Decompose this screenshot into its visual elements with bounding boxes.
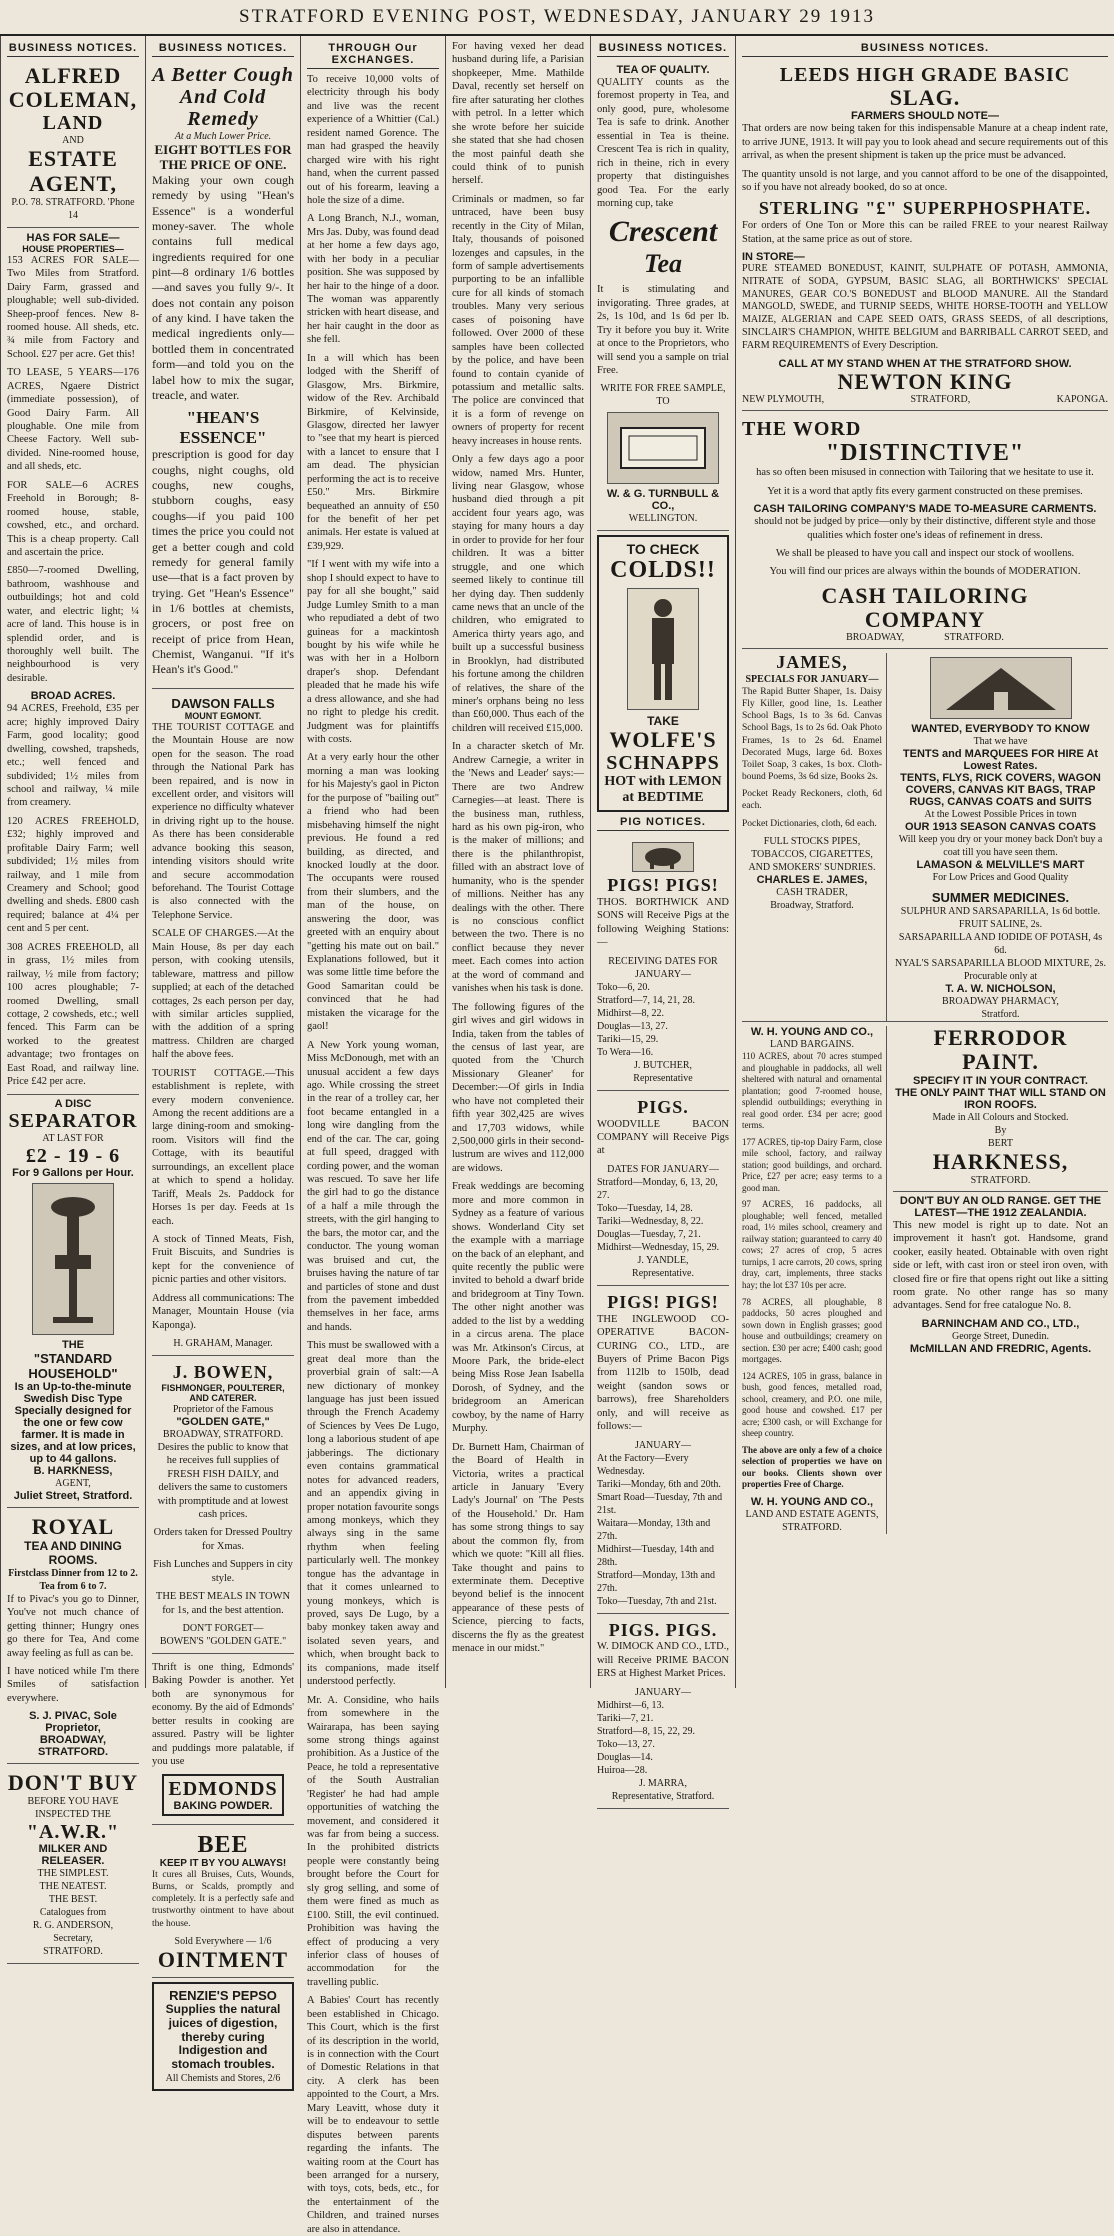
date-row: Douglas—13, 27.: [597, 1020, 668, 1032]
crescent-tea-logo: [597, 215, 729, 279]
subheading: HOUSE PROPERTIES—: [22, 243, 124, 254]
ad-body: Orders taken for Dressed Poultry for Xmas.: [153, 1527, 293, 1552]
ad-line: AT LAST FOR: [42, 1132, 104, 1144]
ad-line: Broadway, Stratford.: [770, 899, 854, 911]
ad-line: "HEAN'S ESSENCE": [179, 408, 267, 447]
ad-line: FERRODOR: [933, 1025, 1068, 1051]
section-heading: BUSINESS NOTICES.: [597, 42, 729, 57]
news-item: To receive 10,000 volts of electricity through his body and live was the recent experience of a Whittier (Cal.) resident named Gorence. The man had grasped the heavily charged wire with his right hand, when the current passed out of his forearm, leaving a hole the size of a dime.: [307, 74, 439, 206]
ad-signature: Representative, Stratford.: [611, 1790, 715, 1802]
ad-line: STERLING "£" SUPERPHOSPHATE.: [758, 198, 1092, 219]
listing: 153 ACRES FOR SALE—Two Miles from Stratford. Dairy Farm, grassed and ploughable; well sub-divided. Sheep-proof fences. New 8-roomed house. All sheds, etc. ¾ mile from Factory and School. £27 per acre. Get this!: [7, 254, 139, 360]
date-row: Tariki—15, 29.: [597, 1033, 659, 1045]
date-row: Douglas—Tuesday, 7, 21.: [597, 1228, 701, 1240]
date-row: Stratford—Monday, 13th and 27th.: [597, 1569, 715, 1594]
ad-body: has so often been misused in connection with Tailoring that we hesitate to use it.: [756, 467, 1094, 479]
ad-line: FRUIT SALINE, 2s.: [958, 919, 1043, 931]
news-item: Only a few days ago a poor widow, named Mrs. Hunter, living near Glasgow, whose husband died through a pit accident four years ago, was staying for many hours a day in order to provide for her four children. It was a bitter struggle, and one which seemed likely to continue till her dying day. Then suddenly came news that an uncle of the children, who emigrated to America thirty years ago, and built up a successful business in Brooklyn, had distributed his fortune among the children of relatives, the share of the miner's orphans being no less than £60,000. Thus each of the children will received £15,000.: [452, 454, 584, 734]
news-item: Dr. Burnett Ham, Chairman of the Board of Health in Victoria, writes a practical article in January 'Every Lady's Journal' on 'The Pests of the Household.' Dr. Ham has some strong things to say about the common fly, from which we quote: "Kill all flies. Take thought and pains to exterminate them. Deceptive beyond belief is the innocent appearance of these pests of Science, piercing to facts, discerns the fly as the greatest menace in our midst.": [452, 1441, 584, 1655]
ad-line: EDMONDS: [168, 1777, 278, 1800]
ad-signature: H. GRAHAM, Manager.: [173, 1338, 273, 1349]
tea-packet-icon: [613, 418, 713, 478]
ad-signature: Representative: [633, 1072, 693, 1084]
ad-line: at BEDTIME: [622, 790, 704, 806]
date-row: Huiroa—28.: [597, 1764, 648, 1776]
ad-line: At a Much Lower Price.: [174, 131, 272, 142]
date-row: Waitara—Monday, 13th and 27th.: [597, 1517, 711, 1542]
listing: 120 ACRES FREEHOLD, £32; highly improved and profitable Dairy Farm; well subdivided; 1½ miles from railway, and 1 mile from Creamery and School; good dwelling and sheds. £800 cash required; balance at 4¼ per cent and 5 per cent.: [7, 815, 139, 935]
ad-line: Procurable only at: [963, 971, 1038, 983]
ad-body: W. DIMOCK AND CO., LTD., will Receive PRIME BACON ERS at Highest Market Prices.: [597, 1641, 729, 1680]
ad-body: The Rapid Butter Shaper, 1s. Daisy Fly Killer, good line, 1s. Leather School Bags, 1s to 3s 6d. Canvas School Bags, 1s to 2s 6d. Oak Photo Frames, 1s to 2s 6d. Enamel Decorated Mugs, large 6d. Boxes Toilet Soap, 3 cakes, 1s box. Cloth-bound Poems, 3s 6d size, Books 2s.: [742, 687, 882, 783]
ad-line: HARKNESS,: [932, 1148, 1069, 1174]
news-item: "If I went with my wife into a shop I should expect to have to pay for all she bought," said Judge Lumley Smith to a man who repudiated a debt of two guineas for a mackintosh bought by his wife while he was with her in a Holborn draper's shop. Defendant pleaded that he made his wife a dress allowance, and she had no right to pledge his credit. Judgment was for plaintiffs with costs.: [307, 559, 439, 745]
ad-body: This new model is right up to date. Not an improvement it hasn't got. Handsome, grand cooker, easily heated. Obtainable with oven right side or left, with cast iron or steel iron oven, with closed fire or fire that opens right out like a sitting room grate. No other range has so many advantages. Send for free catalogue No. 8.: [893, 1219, 1108, 1312]
ad-line: LAND AND ESTATE AGENTS,: [745, 1508, 879, 1520]
ad-line: By: [994, 1124, 1007, 1136]
ad-line: PIGS.: [637, 1096, 689, 1117]
ad-body: Address all communications: The Manager, Mountain House (via Kaponga).: [152, 1292, 294, 1331]
news-items: [307, 73, 439, 2236]
ad-body: Yet it is a word that aptly fits every garment constructed on these premises.: [767, 485, 1083, 497]
date-row: Tariki—Wednesday, 8, 22.: [597, 1215, 704, 1227]
ad-signature: J. MARRA,: [638, 1777, 688, 1789]
ad-line: George Street, Dunedin.: [951, 1330, 1049, 1342]
ad-line: "A.W.R.": [26, 1821, 120, 1844]
column-4: [445, 36, 590, 1688]
wolfes-schnapps-ad: [597, 535, 729, 812]
date-row: Midhirst—8, 22.: [597, 1007, 664, 1019]
ad-line: S. J. PIVAC, Sole Proprietor,: [29, 1710, 117, 1735]
ad-line: For Low Prices and Good Quality: [932, 872, 1069, 884]
ad-line: W. H. YOUNG AND CO.,: [750, 1026, 874, 1039]
date-row: Midhirst—6, 13.: [597, 1699, 664, 1711]
ad-line: JANUARY—: [634, 1439, 692, 1451]
alfred-coleman-ad: [7, 61, 139, 228]
ad-signature: J. YANDLE,: [637, 1254, 689, 1266]
dimock-pigs-ad: [597, 1618, 729, 1809]
ad-line: FISHMONGER, POULTERER, AND CATERER.: [161, 1382, 285, 1403]
date-row: Toko—6, 20.: [597, 981, 650, 993]
ad-line: BARNINCHAM AND CO., LTD.,: [921, 1317, 1080, 1330]
news-item: A Babies' Court has recently been established in Chicago. This Court, which is the first of its description in the world, is in connection with the Court of Domestic Relations in that city. A clerk has been appointed to the Court, a Mrs. Mary Leavitt, whose duty it will be to endeavour to settle disputes between parents regarding the infants. The waiting room at the Court has been arranged for a nursery, with toys, cots, beds, etc., for the entertainment of the Children, and trained nurses are also in attendance.: [307, 1995, 439, 2235]
ad-body: For orders of One Ton or More this can be railed FREE to your nearest Railway Station, at the same price as out of store.: [742, 220, 1108, 245]
edmonds-ad: [152, 1658, 294, 1825]
ad-line: "GOLDEN GATE,": [176, 1415, 270, 1428]
ad-line: MILKER AND RELEASER.: [38, 1843, 108, 1868]
ad-line: CASH TAILORING: [821, 582, 1029, 608]
date-row: Tariki—Monday, 6th and 20th.: [597, 1478, 721, 1490]
ad-line: WOLFE'S: [609, 726, 717, 752]
ad-line: STRATFORD.: [782, 1521, 842, 1533]
ad-line: HOUSEHOLD": [28, 1365, 118, 1381]
ad-body: The quantity unsold is not large, and you cannot afford to be one of the disappointed, so if you have not already booked, do so at once.: [742, 168, 1108, 193]
ad-body: Is an Up-to-the-minute Swedish Disc Type Specially designed for the one or few cow farmer. It is made in sizes, and at low prices, up to 44 gallons.: [10, 1380, 136, 1465]
ad-line: FULL STOCKS PIPES, TOBACCOS, CIGARETTES, AND SMOKERS' SUNDRIES.: [748, 835, 876, 873]
news-item: Freak weddings are becoming more and more common in Sydney as a feature of various shows. Wonderland City set the example with a marriage on the back of an elephant, and quite recently the public were invited to behold a dwarf bride and bridegroom at Tiny Town. The other night another was added to the list by a wedding in a circus arena. The place was Mr. Atkinson's Circus, at Moore Park, the bride-elect being Miss Rose Jean Isabella Dorosh, of Sydney, and the bridegroom an American cowboy, by the name of Harry Murphy.: [452, 1181, 584, 1435]
news-item: In a will which has been lodged with the Sheriff of Glasgow, Mrs. Birkmire, widow of the Rev. Archibald Birkmire, of Kelvinside, Glasgow, directed her lawyer to "see that my heart is pierced with a lancet to ensure that I am dead. The physician performing the act is to receive £50." Mrs. Birkmire bequeathed an annuity of £50 for the benefit of her pet animals. Her estate is valued at £39,929.: [307, 352, 439, 552]
location: KAPONGA.: [1056, 393, 1108, 405]
tent-illustration: [930, 657, 1072, 719]
tea-packet-illustration: [607, 412, 719, 484]
ad-body: should not be judged by price—only by their distinctive, different style and those qualities which foster one's ideas of refinement in dress.: [754, 516, 1096, 541]
ad-signature: J. BUTCHER,: [633, 1059, 693, 1071]
ad-line: Made in All Colours and Stocked.: [932, 1111, 1069, 1123]
ad-line: THE BEST.: [48, 1894, 98, 1906]
masthead: STRATFORD EVENING POST, WEDNESDAY, JANUARY 29 1913: [0, 0, 1114, 36]
ad-line: BROADWAY, STRATFORD.: [37, 1734, 109, 1759]
ad-line: Stratford.: [981, 1009, 1020, 1021]
ad-line: PIGS! PIGS!: [607, 875, 719, 896]
ad-line: TEA OF QUALITY.: [616, 64, 710, 76]
ad-body: PURE STEAMED BONEDUST, KAINIT, SULPHATE OF POTASH, AMMONIA, NITRATE of SODA, GYPSUM, BASIC SLAG, all BORTHWICKS' SPECIAL MANURES, GEAR CO.'S BONEDUST and BLOOD MANURE. All the Standard MANGOLD, SWEDE, and TURNIP SEEDS, WHITE HORSE-TOOTH and YELLOW MAIZE, ALGERIAN and CAPE SEED OATS, GRASS SEEDS, of all descriptions, SINCLAIR'S CHAMPION, WHITE BELGIUM and BARRIBALL CARROT SEED, and FARM REQUIREMENTS of Every Description.: [742, 263, 1108, 351]
ad-body: That orders are now being taken for this indispensable Manure at a cheap indent rate, to arrive JUNE, 1913. It will pay you to look ahead and secure requirements out of this arrival, as when the present shipment is taken up the price must be advanced.: [742, 123, 1108, 162]
ad-line: Sold Everywhere — 1/6: [174, 1935, 272, 1947]
news-item: At a very early hour the other morning a man was looking for his Majesty's gaol in Picton for the purpose of "bailing out" a friend who had been misbehaving himself the night previous. He found a red building, as directed, and knocked loudly at the door. The occupants were roused from their slumbers, and the man of the house, on answering the door, was greeted with an enquiry about "getting his mate out on bail." Explanations followed, but it was some little time before the Good Samaritan could be convinced that he had mistaken the vicarage for the gaol!: [307, 752, 439, 1033]
ad-line: WANTED, EVERYBODY TO KNOW: [911, 723, 1090, 736]
ad-line: COLEMAN,: [8, 87, 138, 113]
ad-line: LAND: [42, 112, 104, 135]
ad-line: IN STORE—: [742, 251, 805, 264]
ad-line: MOUNT EGMONT.: [184, 710, 262, 721]
ad-body: THE TOURIST COTTAGE and the Mountain House are now open for the season. The road through the National Park has been repaired, and is now in excellent order, and visitors will experience no difficulty whatever in driving right up to the house. As there has been considerable advance booking this season, intending visitors should write and secure accommodation beforehand. The Tourist Cottage is also connected with the Telephone Service.: [152, 721, 294, 921]
news-item: The following figures of the girl wives and girl widows in India, taken from the tables of the census of last year, are quoted from the 'Church Missionary Gleaner' for December:—Of girls in India who have not completed their fifth year 302,425 are wives and 17,703 widows, while 2,500,000 girls in their second-lustrum are wives and 112,000 are widows.: [452, 1001, 584, 1174]
ad-line: Will keep you dry or your money back Don't buy a coat till you have seen them.: [898, 834, 1103, 859]
location-row: [742, 632, 1108, 643]
ad-line: And Cold Remedy: [179, 86, 267, 130]
ad-line: BAKING POWDER.: [173, 1799, 273, 1812]
bee-ointment-ad: [152, 1829, 294, 1978]
newton-king-ad: [742, 61, 1108, 411]
ad-line: DON'T BUY: [7, 1770, 139, 1796]
ad-body: SCALE OF CHARGES.—At the Main House, 8s per day each person, with cooking utensils, tableware, mattress and pillow supplied; at each of the detached cottages, 2s each person per day, with similar articles supplied, with the addition of a spring mattress. Children are charged half the above fees.: [152, 928, 294, 1061]
ad-price: £2 - 19 - 6: [25, 1144, 121, 1167]
date-row: Douglas—14.: [597, 1751, 653, 1763]
ad-line: THE: [62, 1338, 84, 1351]
ad-line: DON'T FORGET—: [182, 1623, 264, 1635]
ad-line: AND: [62, 135, 84, 147]
ferrodor-ad: [893, 1026, 1108, 1534]
ad-body: THE BEST MEALS IN TOWN for 1s, and the best attention.: [155, 1591, 291, 1616]
ad-body: If to Pivac's you go to Dinner, You've not much chance of getting thinner; Hungry ones go there for Tea, And come away feeling as full as can be.: [7, 1593, 139, 1659]
ad-line: "STANDARD: [33, 1350, 113, 1366]
listing: 97 ACRES, 16 paddocks, all ploughable; well fenced, metalled road, 1½ miles school, creamery and railway station; guaranteed to carry 40 cows; 27 acres of crop, 5 acres turnips, 1 acre carrots, 20 cows, spring dray, cart, implements, three stacks hay; the lot £37 10s per acre.: [742, 1199, 882, 1290]
ad-line: Juliet Street, Stratford.: [13, 1489, 133, 1502]
ad-line: NYAL'S SARSAPARILLA BLOOD MIXTURE, 2s.: [895, 958, 1106, 970]
date-row: Stratford—7, 14, 21, 28.: [597, 994, 696, 1006]
date-row: Toko—Tuesday, 7th and 21st.: [597, 1595, 717, 1607]
ad-signature: Representative.: [632, 1267, 694, 1279]
listing: 177 ACRES, tip-top Dairy Farm, close mile school, factory, and railway station; good buildings, and orchard. Price, £27 per acre; easy terms to a good man.: [742, 1136, 882, 1193]
ad-line: CASH TAILORING COMPANY'S MADE TO-MEASURE CARMENTS.: [753, 503, 1097, 516]
ad-line: THE WORD: [742, 417, 862, 440]
charles-james-ad: [742, 653, 887, 1021]
ad-line: Secretary,: [53, 1933, 93, 1945]
ad-body: I have noticed while I'm there Smiles of satisfaction everywhere.: [7, 1665, 139, 1704]
separator-machine-icon: [43, 1189, 103, 1329]
ad-body: TOURIST COTTAGE.—This establishment is replete, with every modern convenience. Among the recent additions are a large dining-room and smoking-room. Visitors will find the Cottage, with its beautiful surroundings, an excellent place at which to spend a holiday. Tariff, Meals 2s. Paddock for Horses 1s per day. Feeds at 1s each.: [152, 1067, 294, 1227]
ad-line: EIGHT BOTTLES FOR THE PRICE OF ONE.: [154, 142, 292, 172]
ad-line: Crescent: [608, 215, 718, 249]
ad-body: It is stimulating and invigorating. Three grades, at 2s, 1s 10d, and 1s 6d per lb. Try it before you buy it. Write at once to the Proprietors, who will send you a sample on trial Free.: [597, 284, 729, 376]
ad-line: W. & G. TURNBULL & CO.,: [606, 488, 720, 513]
ad-line: JAMES,: [776, 652, 848, 673]
news-item: This must be swallowed with a great deal more than the proverbial grain of salt:—A new dictionary of monkey language has just been issued through the French Academy of Sciences by Vees De Lugo, long a laborious student of ape jabberings. The dictionary even contains grammatical notes for advanced readers, and an appendix giving in proper notation favourite songs among monkeys, which they always sing in the same rhythm when feeling particularly well. The monkey tongue has the advantage in that it comes unlearned to young monkeys, which is proved, says De Lugo, by a baby monkey taken away and isolated seven years, and which, when brought back to its companions, made itself understood perfectly.: [307, 1340, 439, 1688]
section-heading: BUSINESS NOTICES.: [152, 42, 294, 57]
ad-line: FARMERS SHOULD NOTE—: [851, 110, 999, 123]
ad-line: NEWTON KING: [837, 368, 1013, 394]
ad-line: COMPANY: [864, 607, 986, 633]
ad-line: SULPHUR AND SARSAPARILLA, 1s 6d bottle.: [900, 906, 1101, 918]
column-2: [145, 36, 300, 2084]
column-5: [590, 36, 735, 1802]
ad-line: For 9 Gallons per Hour.: [12, 1166, 134, 1179]
woodville-pigs-ad: [597, 1095, 729, 1286]
location: BROADWAY,: [846, 632, 905, 644]
separator-ad: [7, 1094, 139, 1508]
news-item: In a character sketch of Mr. Andrew Carnegie, a writer in the 'News and Leader' says:—There are two Andrew Carnegies—at least. There is the business man, ruthless, hard as his own pig-iron, who is the maker of millions; and there is the philanthropist, filled with an abstract love of humanity, who is the spender of millions. Neither has any dealings with the other. There is no conscious conflict between the two. There is no conflict because they never meet. Each comes into action at the word of command and vanishes when his task is done.: [452, 741, 584, 995]
ad-line: RENZIE'S PEPSO: [169, 1987, 277, 2003]
ad-line: CASH TRADER,: [776, 886, 848, 898]
ad-line: BEE: [197, 1831, 249, 1858]
crescent-tea-ad: [597, 61, 729, 531]
ad-body: The above are only a few of a choice selection of properties we have on our books. Clients shown over properties Free of Charge.: [742, 1444, 882, 1490]
ad-line: BEFORE YOU HAVE INSPECTED THE: [27, 1796, 119, 1821]
ad-line: TAKE: [647, 713, 679, 728]
date-row: Midhirst—Wednesday, 15, 29.: [597, 1241, 720, 1253]
ad-line: B. HARKNESS,: [33, 1464, 113, 1477]
ad-line: Catalogues from: [39, 1907, 107, 1919]
column-3: [300, 36, 445, 2235]
ad-line: LAMASON & MELVILLE'S MART: [916, 859, 1085, 872]
heans-essence-ad: [152, 61, 294, 689]
ad-line: Tea: [643, 249, 683, 279]
ad-body: It cures all Bruises, Cuts, Wounds, Burns, or Scalds, promptly and completely. It is a perfectly safe and trustworthy ointment to have about the house.: [152, 1869, 294, 1929]
listing: 94 ACRES, Freehold, £35 per acre; highly improved Dairy Farm, good locality; good dwelling, cowshed, trapsheds, etc.; well fenced and subdivided; 1½ miles from school and railway, ¼ mile from creamery.: [7, 703, 139, 809]
ad-line: A DISC: [54, 1097, 92, 1110]
ad-line: KEEP IT BY YOU ALWAYS!: [159, 1857, 287, 1869]
ad-line: R. G. ANDERSON,: [32, 1920, 114, 1932]
listing: TO LEASE, 5 YEARS—176 ACRES, Ngaere District (immediate possession), of Good Dairy Farm. All ploughable. One mile from Cheese Factory. Well sub-divided. Nine-roomed house, and all sheds, etc.: [7, 367, 139, 473]
ad-line: "DISTINCTIVE": [825, 439, 1025, 466]
ad-line: That we have: [973, 736, 1028, 748]
listing: 78 ACRES, all ploughable, 8 paddocks, 50 acres ploughed and sown down in English grasses; good house and outbuildings; creamery on section. £30 per acre; £400 cash; good mortgages.: [742, 1296, 882, 1365]
ad-line: SPECIFY IT IN YOUR CONTRACT.: [912, 1074, 1088, 1087]
date-row: Stratford—8, 15, 22, 29.: [597, 1725, 696, 1737]
man-figure-icon: [638, 594, 688, 704]
ad-line: ESTATE: [28, 146, 118, 172]
ad-line: BOWEN'S "GOLDEN GATE.": [159, 1636, 287, 1648]
ad-line: SCHNAPPS: [606, 752, 720, 775]
ad-line: HOT with LEMON: [604, 774, 722, 790]
ad-line: DATES FOR JANUARY—: [607, 1163, 719, 1175]
ad-body: Pocket Dictionaries, cloth, 6d each.: [742, 818, 877, 829]
section-heading: BUSINESS NOTICES.: [7, 42, 139, 57]
ad-line: WRITE FOR FREE SAMPLE, TO: [600, 383, 726, 408]
date-row: To Wera—16.: [597, 1046, 654, 1058]
ad-line: WELLINGTON.: [628, 513, 698, 525]
ad-body: You will find our prices are always within the bounds of MODERATION.: [769, 566, 1081, 578]
location-row: [742, 394, 1108, 405]
ad-line: ROYAL: [31, 1513, 115, 1539]
news-item: Mr. A. Considine, who hails from somewhere in the Wairarapa, has been saying some strong things against prohibition. As a Justice of the Peace, he told a representative of the South Australian 'Register' he had had ample opportunities of watching the movement, and considered it was far from being a success. In the prohibited districts people were constantly being brought before the Court for sly grog selling, and some of them were fined as much as £100. Still, the evil continued. Prohibition was having the effect of producing a very inferior class of houses of accommodation for the travelling public.: [307, 1694, 439, 1988]
ad-line: OINTMENT: [157, 1946, 289, 1972]
ad-line: THE SIMPLEST.: [37, 1868, 109, 1880]
ad-line: BERT: [988, 1137, 1013, 1149]
ad-line: RECEIVING DATES FOR JANUARY—: [608, 955, 718, 980]
column-1: [0, 36, 145, 1958]
ad-body: Pocket Ready Reckoners, cloth, 6d each.: [742, 789, 882, 812]
ad-line: SUMMER MEDICINES.: [931, 890, 1070, 906]
ad-line: McMILLAN AND FREDRIC, Agents.: [909, 1342, 1092, 1355]
pig-icon: [638, 845, 688, 869]
listing: FOR SALE—6 ACRES Freehold in Borough; 8-roomed house, stable, cowshed, etc., and orchard. This is a cheap property. Call and ascertain the price.: [7, 479, 139, 558]
listing: 110 ACRES, about 70 acres stumped and ploughable in paddocks, all well sheltered with natural and ornamental plantation; good 7-roomed house, splendid outbuildings; everything in real good order. £34 per acre; good terms.: [742, 1051, 882, 1131]
ad-line: PIGS! PIGS!: [607, 1291, 719, 1312]
ad-line: COLDS!!: [610, 557, 716, 584]
ad-line: T. A. W. NICHOLSON,: [945, 983, 1056, 996]
date-row: Stratford—Monday, 6, 13, 20, 27.: [597, 1176, 718, 1201]
ad-body: Fish Lunches and Suppers in city style.: [153, 1559, 293, 1584]
ad-line: SARSAPARILLA AND IODIDE OF POTASH, 4s 6d.: [898, 932, 1103, 957]
ad-body: A stock of Tinned Meats, Fish, Fruit Biscuits, and Sundries is kept for the convenience of picnic parties and other visitors.: [152, 1233, 294, 1286]
ad-body: Thrift is one thing, Edmonds' Baking Powder is another. Yet both are synonymous for economy. By the aid of Edmonds' better results in cooking are assured. Pastry will be lighter and puddings more palatable, if you use: [152, 1662, 294, 1768]
inglewood-pigs-ad: [597, 1290, 729, 1614]
ad-line: JANUARY—: [634, 1686, 692, 1698]
ad-line: BROADWAY PHARMACY,: [942, 996, 1059, 1008]
young-land-ad: [742, 1026, 887, 1534]
bowen-ad: [152, 1360, 294, 1654]
ad-body: prescription is good for day coughs, night coughs, old coughs, new coughs, stubborn coughs, easy coughs—if you paid 100 times the price you could not get a better cough and cold remedy for general family use—that is a fact proven by trying. Get "Hean's Essence" in 1/6 bottles at chemists, grocers, or post free on receipt of price from Hean, Chemist, Wanganui. "If it's Hean's it's Good.": [152, 447, 294, 677]
ad-line: A Better Cough: [152, 64, 294, 86]
listing: 124 ACRES, 105 in grass, balance in bush, good fences, metalled road, school, creamery, and P.O. one mile, good house and cowshed. £17 per acre; £300 cash, or will Exchange for sheep country.: [742, 1370, 882, 1439]
ad-line: THE ONLY PAINT THAT WILL STAND ON IRON ROOFS.: [895, 1086, 1106, 1111]
news-item: Criminals or madmen, so far untraced, have been busy recently in the City of Milan, Italy, thousands of poisoned lozenges and capsules, in the form of sample advertisements purporting to be an infallible cure for all kinds of stomach troubles. Many very serious cases of poisoning have followed. Over 2000 of these samples have been collected by the police, and have been found to contain cyanide of potassium and metallic salts. The police are convinced that it is a form of revenge on owners of property for recent heavy increases in house rents.: [452, 193, 584, 447]
ad-line: TENTS, FLYS, RICK COVERS, WAGON COVERS, CANVAS KIT BAGS, TRAP RUGS, CANVAS COATS and SUITS: [900, 772, 1101, 809]
column-6: [735, 36, 1114, 1688]
dawson-falls-ad: [152, 693, 294, 1356]
ad-body: THOS. BORTHWICK AND SONS will Receive Pigs at the following Weighing Stations:—: [597, 897, 729, 949]
ad-line: OUR 1913 SEASON CANVAS COATS: [905, 821, 1096, 834]
ad-line: BROADWAY, STRATFORD.: [162, 1428, 284, 1440]
date-row: Tariki—7, 21.: [597, 1712, 654, 1724]
ad-line: AGENT,: [55, 1477, 91, 1489]
ad-line: PIGS. PIGS.: [608, 1619, 718, 1640]
ad-line: SEPARATOR: [8, 1109, 138, 1132]
zealandia-ad: [893, 1191, 1108, 1355]
ad-line: Firstclass Dinner from 12 to 2. Tea from 6 to 7.: [8, 1567, 138, 1592]
ad-line: W. H. YOUNG AND CO.,: [750, 1495, 874, 1508]
ad-line: TENTS and MARQUEES FOR HIRE At Lowest Rates.: [902, 748, 1099, 773]
section-heading: BUSINESS NOTICES.: [742, 42, 1108, 57]
ad-line: TO CHECK: [626, 541, 700, 558]
ad-line: LEEDS HIGH GRADE BASIC: [779, 64, 1071, 86]
cash-tailoring-ad: [742, 415, 1108, 649]
awr-ad: [7, 1768, 139, 1964]
date-row: Smart Road—Tuesday, 7th and 21st.: [597, 1491, 723, 1516]
ad-body: Desires the public to know that he receives full supplies of FRESH FISH DAILY, and delivers the same to customers with promptitude and at lowest cash prices.: [157, 1441, 289, 1520]
location: STRATFORD.: [944, 632, 1004, 644]
ad-line: AGENT,: [28, 170, 118, 196]
ad-line: STRATFORD.: [970, 1174, 1031, 1186]
column-heading: THROUGH Our EXCHANGES.: [307, 42, 439, 69]
ad-body: We shall be pleased to have you call and inspect our stock of woollens.: [775, 547, 1075, 559]
section-heading: PIG NOTICES.: [597, 816, 729, 831]
ad-line: PAINT.: [962, 1049, 1039, 1075]
separator-illustration: [32, 1183, 114, 1335]
listing: 308 ACRES FREEHOLD, all in grass, 1½ miles from railway, ½ mile from factory; 100 acres ploughable; 7-roomed Dwelling, small cottage, 2 cowsheds, etc.; well fenced. This Farm can be worked to the greatest advantage; two frontages on East Road, and railway line. Price £42 per acre.: [7, 941, 139, 1088]
ad-body: WOODVILLE BACON COMPANY will Receive Pigs at: [597, 1118, 729, 1157]
date-row: Midhirst—Tuesday, 14th and 28th.: [597, 1543, 715, 1568]
news-item: For having vexed her dead husband during life, a Parisian shopkeeper, Mme. Mathilde Daval, recently set herself on fire after saturating her clothes with petrol. In a letter which she wrote before her suicide she stated that she had chosen the most painful death she could think of to punish herself.: [452, 41, 584, 187]
ad-line: All Chemists and Stores, 2/6: [165, 2072, 281, 2084]
listing: £850—7-roomed Dwelling, bathroom, washhouse and outbuildings; hot and cold water, and electric light; ¼ acre of land. This house is in splendid order, and is thoroughly well built. The neighbourhood is very desirable.: [7, 565, 139, 684]
renzie-pepso-ad: [152, 1982, 294, 2091]
location: STRATFORD,: [910, 393, 971, 405]
location: NEW PLYMOUTH,: [742, 393, 825, 405]
ad-line: DAWSON FALLS: [171, 695, 275, 711]
ad-line: STRATFORD.: [43, 1946, 103, 1958]
ad-body: QUALITY counts as the foremost property in Tea, and only good, pure, wholesome Tea is safe to drink. Another essential in Tea is theine. Crescent Tea is rich in quality, rich in theine, rich in every property that distinguishes good Tea. For the early morning cup, take: [597, 77, 729, 209]
date-row: At the Factory—Every Wednesday.: [597, 1452, 689, 1477]
tent-icon: [936, 662, 1066, 714]
royal-tea-ad: [7, 1512, 139, 1765]
ad-line: TEA AND DINING ROOMS.: [24, 1538, 122, 1567]
ad-body: THE INGLEWOOD CO-OPERATIVE BACON-CURING CO., LTD., are Buyers of Prime Bacon Pigs from 112lb to 150lb, dead weight (sandon sows or barrows), free Shareholders only, and will receive as follows:—: [597, 1313, 729, 1433]
ad-line: CHARLES E. JAMES,: [756, 873, 868, 886]
ad-line: Proprietor of the Famous: [172, 1403, 274, 1415]
borthwick-pigs-ad: [597, 835, 729, 1091]
lamason-tents-ad: [893, 653, 1108, 1021]
ad-line: SLAG.: [889, 85, 961, 110]
edmonds-logo: [162, 1774, 284, 1816]
ad-body: Supplies the natural juices of digestion, thereby curing Indigestion and stomach troubles.: [165, 2001, 281, 2072]
ad-body: Making your own cough remedy by using "Hean's Essence" is a wonderful money-saver. The whole contains full medical ingredients required for one pint—8 ordinary 1/6 bottles—and saves you fully 9/-. It does not contain any poison of any kind. I have taken the medical ingredients only—bottled them in concentrated form—and told you on the label how to mix the sugar, treacle, and water.: [152, 172, 294, 402]
ad-contact: P.O. 78. STRATFORD. 'Phone 14: [11, 196, 135, 221]
date-row: Toko—Tuesday, 14, 28.: [597, 1202, 693, 1214]
news-item: A Long Branch, N.J., woman, Mrs Jas. Duby, was found dead at her home a few days ago, with her body in a peculiar position. She was supposed by her hair to the hinge of a door. The woman was apparently stricken with heart disease, and her hair caught in the door as she fell.: [307, 213, 439, 346]
ad-line: THE NEATEST.: [39, 1881, 107, 1893]
subheading: BROAD ACRES.: [30, 690, 116, 703]
ad-line: DON'T BUY AN OLD RANGE. GET THE LATEST—THE 1912 ZEALANDIA.: [899, 1194, 1102, 1219]
pig-illustration: [632, 842, 694, 872]
subheading: HAS FOR SALE—: [26, 231, 120, 244]
ad-line: J. BOWEN,: [172, 1362, 274, 1382]
split-row: [742, 653, 1108, 1022]
gentleman-illustration: [627, 588, 699, 710]
date-row: Toko—13, 27.: [597, 1738, 655, 1750]
split-row: [742, 1026, 1108, 1534]
ad-line: LAND BARGAINS.: [770, 1039, 854, 1051]
ad-line: At the Lowest Possible Prices in town: [924, 809, 1077, 821]
ad-line: CALL AT MY STAND WHEN AT THE STRATFORD SHOW.: [778, 357, 1072, 370]
news-item: A New York young woman, Miss McDonough, met with an unusual accident a few days ago. While crossing the street in the rear of a trolley car, her foot became entangled in a long wire dangling from the end of the car. The car, going at full speed, dragged with cording power, and the woman was rescued. To save her life the girl had to go the distance of a half a mile through the streets, with the girl hanging to the bars, the motor car, and the conductor. The young woman was bruised and cut, the bruises having the nature of tar and particles of stone and dust from the pavement imbedded themselves in her face, arms and hands.: [307, 1039, 439, 1333]
ad-line: SPECIALS FOR JANUARY—: [745, 674, 879, 685]
ad-line: ALFRED: [24, 63, 122, 88]
